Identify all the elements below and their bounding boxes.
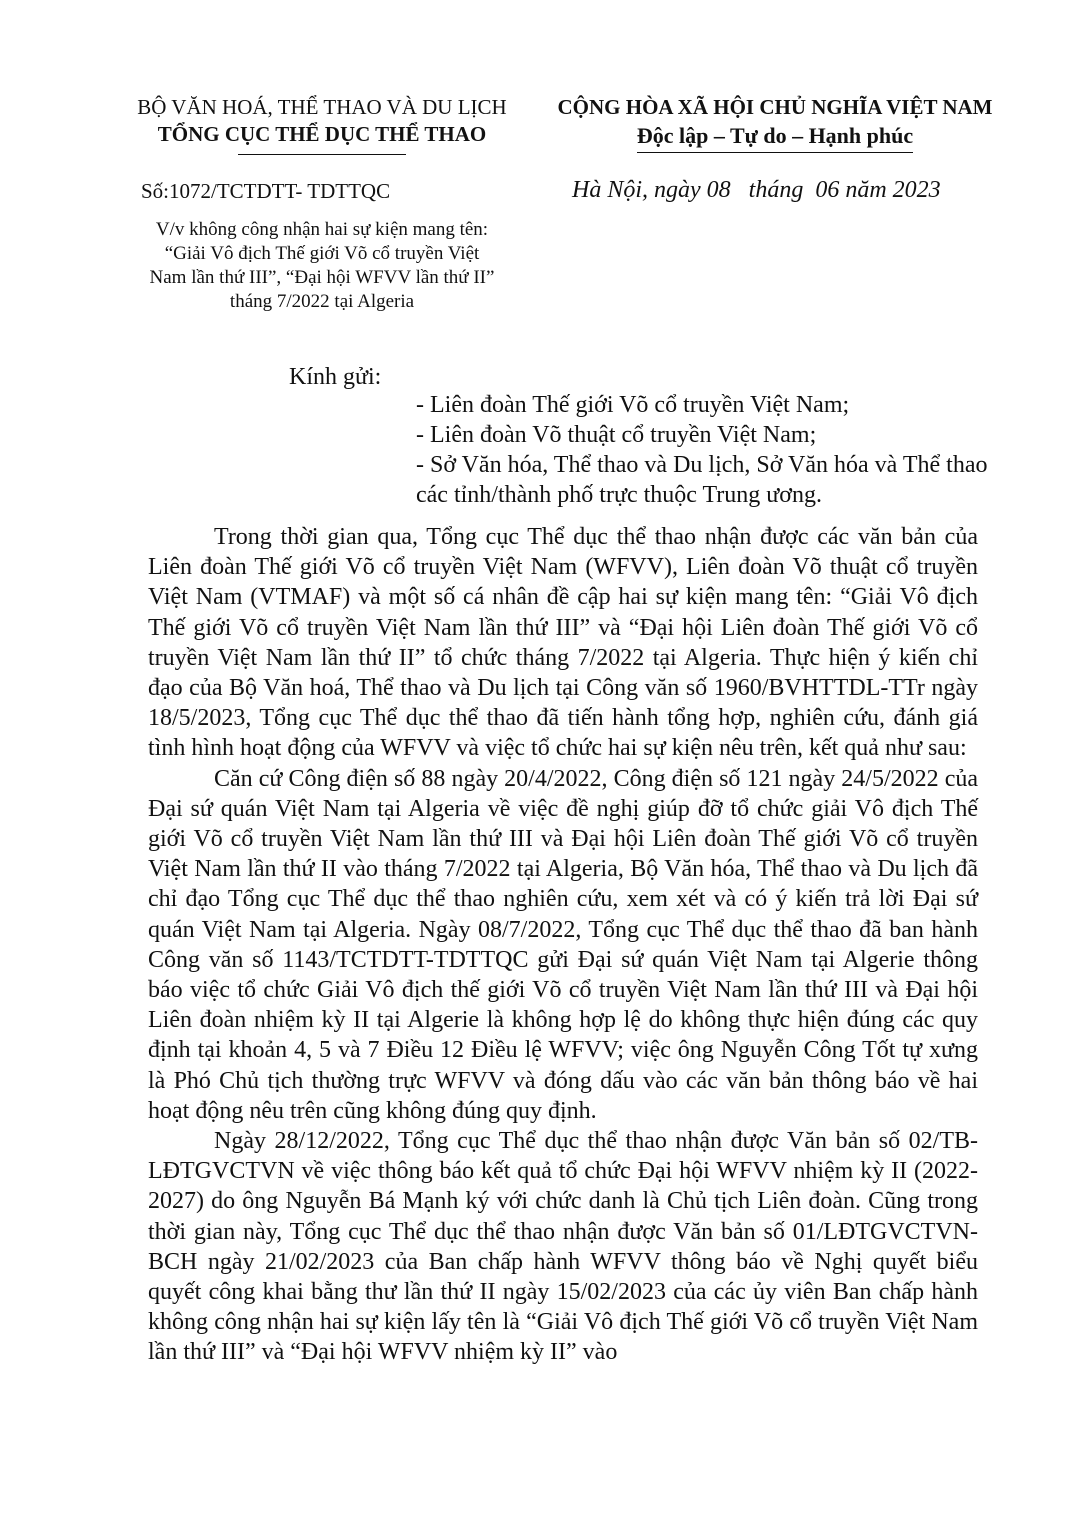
document-number: Số:1072/TCTDTT- TDTTQC xyxy=(141,179,391,203)
national-title-block xyxy=(555,94,995,153)
recipient-item: - Liên đoàn Thế giới Võ cổ truyền Việt Nam; xyxy=(416,392,850,418)
subject-line: “Giải Vô địch Thế giới Võ cổ truyền Việt xyxy=(164,243,480,264)
nation-name: CỘNG HÒA XÃ HỘI CHỦ NGHĨA VIỆT NAM xyxy=(557,95,993,119)
issuing-agency-block xyxy=(112,94,532,155)
body-paragraph: Ngày 28/12/2022, Tổng cục Thể dục thể thao nhận được Văn bản số 02/TB-LĐTGVCTVN về việc thông báo kết quả tổ chức Đại hội WFVV nhiệm kỳ II (2022-2027) do ông Nguyễn Bá Mạnh ký với chức danh là Chủ tịch Liên đoàn. Cũng trong thời gian này, Tổng cục Thể dục thể thao nhận được Văn bản số 01/LĐTGVCTVN-BCH ngày 21/02/2023 của Ban chấp hành WFVV thông báo về Nghị quyết biểu quyết công khai bằng thư lần thứ II ngày 15/02/2023 của các ủy viên Ban chấp hành không công nhận hai sự kiện lấy tên là “Giải Vô địch Thế giới Võ cổ truyền Việt Nam lần thứ III” và “Đại hội WFVV nhiệm kỳ II” vào xyxy=(148,1128,978,1366)
national-motto: Độc lập – Tự do – Hạnh phúc xyxy=(637,121,913,153)
subject-line: Nam lần thứ III”, “Đại hội WFVV lần thứ II” xyxy=(149,267,495,288)
document-dateline: Hà Nội, ngày 08 tháng 06 năm 2023 xyxy=(572,177,941,203)
body-paragraph: Căn cứ Công điện số 88 ngày 20/4/2022, Công điện số 121 ngày 24/5/2022 của Đại sứ quán Việt Nam tại Algeria về việc đề nghị giúp đỡ tổ chức giải Vô địch Thế giới Võ cổ truyền Việt Nam lần thứ III và Đại hội Liên đoàn Thế giới Võ cổ truyền Việt Nam lần thứ II vào tháng 7/2022 tại Algeria, Bộ Văn hóa, Thể thao và Du lịch đã chỉ đạo Tổng cục Thể dục thể thao nghiên cứu, xem xét và có ý kiến trả lời Đại sứ quán Việt Nam tại Algeria. Ngày 08/7/2022, Tổng cục Thể dục thể thao đã ban hành Công văn số 1143/TCTDTT-TDTTQC gửi Đại sứ quán Việt Nam tại Algerie thông báo việc tổ chức Giải Vô địch thế giới Võ cổ truyền Việt Nam lần thứ III và Đại hội Liên đoàn nhiệm kỳ II tại Algerie là không hợp lệ do không thực hiện đúng các quy định tại khoản 4, 5 và 7 Điều 12 Điều lệ WFVV; việc ông Nguyễn Công Tốt tự xưng là Phó Chủ tịch thường trực WFVV và đóng dấu vào các văn bản thông báo về hai hoạt động nêu trên cũng không đúng quy định. xyxy=(148,765,978,1124)
subject-line: tháng 7/2022 tại Algeria xyxy=(229,291,415,312)
recipient-item: - Liên đoàn Võ thuật cổ truyền Việt Nam; xyxy=(416,422,817,448)
subject-line: V/v không công nhận hai sự kiện mang tên: xyxy=(155,219,489,240)
body-paragraph: Trong thời gian qua, Tổng cục Thể dục thể thao nhận được các văn bản của Liên đoàn Thế giới Võ cổ truyền Việt Nam (WFVV), Liên đoàn Võ thuật cổ truyền Việt Nam (VTMAF) và một số cá nhân đề cập hai sự kiện mang tên: “Giải Vô địch Thế giới Võ cổ truyền Việt Nam lần thứ III” và “Đại hội Liên đoàn Thế giới Võ cổ truyền Việt Nam lần thứ II” tổ chức tháng 7/2022 tại Algeria. Thực hiện ý kiến chỉ đạo của Bộ Văn hoá, Thể thao và Du lịch tại Công văn số 1960/BVHTTDL-TTr ngày 18/5/2023, Tổng cục Thể dục thể thao đã tiến hành tổng hợp, nghiên cứu, đánh giá tình hình hoạt động của WFVV và việc tổ chức hai sự kiện nêu trên, kết quả như sau: xyxy=(148,524,978,762)
recipient-list xyxy=(416,390,991,510)
agency-underline xyxy=(238,154,406,155)
document-body xyxy=(148,522,978,1368)
recipient-item: - Sở Văn hóa, Thể thao và Du lịch, Sở Văn hóa và Thể thao các tỉnh/thành phố trực thuộc Trung ương. xyxy=(416,452,988,508)
document-subject xyxy=(112,218,532,314)
ministry-name: BỘ VĂN HOÁ, THỂ THAO VÀ DU LỊCH xyxy=(137,95,507,119)
department-name: TỔNG CỤC THỂ DỤC THỂ THAO xyxy=(157,122,487,146)
greeting-label: Kính gửi: xyxy=(289,364,382,390)
